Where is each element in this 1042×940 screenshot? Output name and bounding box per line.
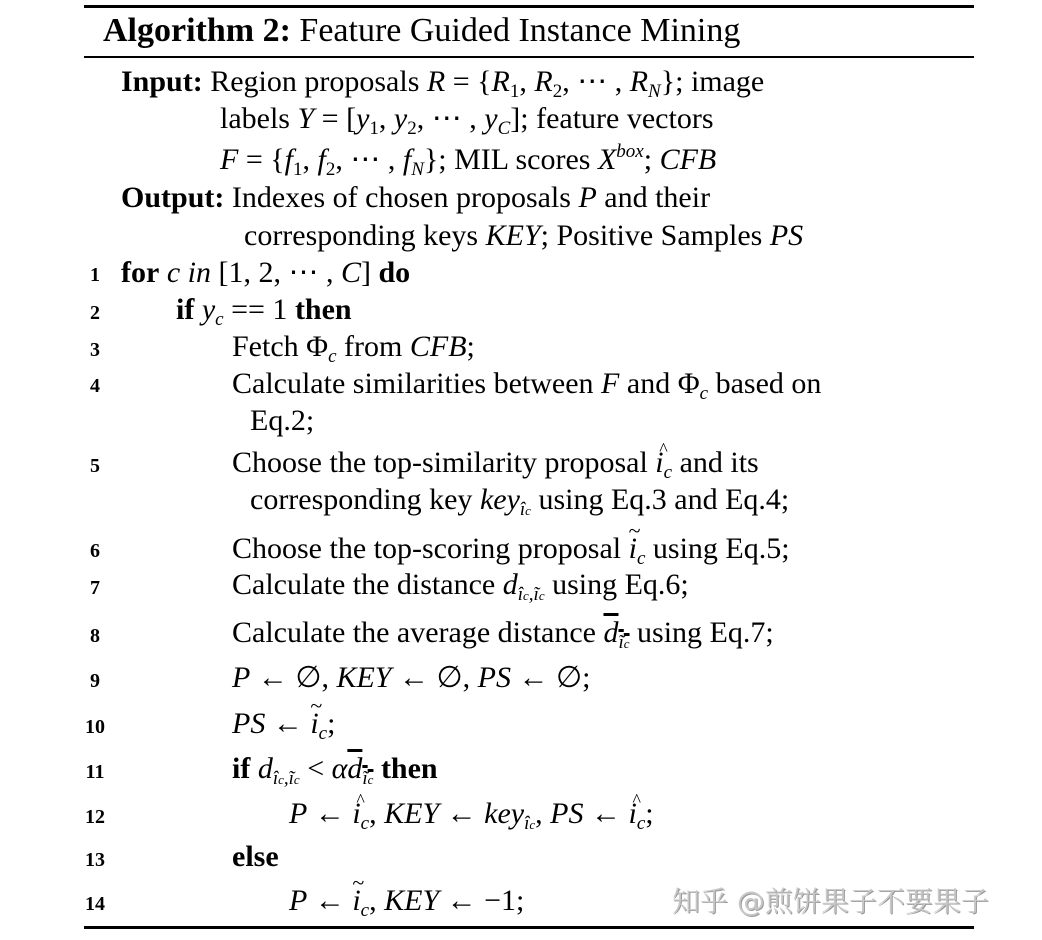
- line-number: 8: [90, 625, 100, 647]
- step-5: Choose the top-similarity proposal ^ $i_c$ and its: [232, 445, 759, 481]
- input-line-1: Input: Region proposals $R = \{R_1$, $R_2$, ⋯ , $R_N$}; image: [121, 65, 765, 102]
- step-13: [232, 839, 279, 875]
- output-keyword: Output:: [121, 181, 225, 214]
- step-14: P ← ~ $i_c$, KEY ← −1;: [289, 883, 524, 919]
- step-6: Choose the top-scoring proposal ~ $i_c$ using Eq.5;: [232, 531, 790, 567]
- step-text: using Eq.5;: [652, 532, 790, 565]
- line-number: 4: [90, 375, 100, 397]
- watermark: 知乎 @煎饼果子不要果子: [672, 885, 989, 918]
- output-text: corresponding keys: [244, 219, 479, 252]
- algorithm-name: Feature Guided Instance Mining: [299, 12, 741, 49]
- step-4: Calculate similarities between F and $\Phi_c$ based on: [232, 367, 822, 404]
- keyword-do: do: [378, 256, 411, 289]
- output-line-2: corresponding keys KEY; Positive Samples PS: [244, 219, 804, 252]
- output-text: and their: [604, 181, 711, 214]
- step-text: and its: [679, 446, 759, 479]
- input-text: ; image: [675, 65, 765, 98]
- step-text: Calculate the distance: [232, 568, 496, 601]
- line-number: 9: [90, 670, 100, 692]
- keyword-else: else: [232, 840, 279, 873]
- step-text: using Eq.7;: [637, 616, 774, 649]
- step-text: Calculate the average distance: [232, 616, 596, 649]
- step-text: Choose the top-scoring proposal: [232, 532, 622, 565]
- step-8: Calculate the average distance $d_{ĩc}$ using Eq.7;: [232, 616, 774, 653]
- step-text: from: [344, 330, 403, 363]
- input-keyword: Input:: [121, 65, 203, 98]
- algorithm-label: Algorithm 2:: [103, 12, 291, 49]
- line-number: 1: [90, 264, 100, 286]
- line-number: 6: [90, 540, 100, 562]
- input-text: labels: [220, 102, 290, 135]
- step-text: Choose the top-similarity proposal: [232, 446, 648, 479]
- step-12: P ← ^ $i_c$, KEY ← key$_{îc}$, PS ← ^ $i_c$;: [289, 796, 654, 832]
- step-text: using Eq.3 and Eq.4;: [538, 483, 790, 516]
- algorithm-title: [103, 8, 740, 54]
- keyword-then: then: [294, 293, 352, 326]
- step-1: for c in [1, 2, ⋯ , C] do: [121, 256, 411, 289]
- line-number: 7: [90, 577, 100, 599]
- step-text: Fetch: [232, 330, 299, 363]
- step-3: Fetch $\Phi_c$ from CFB;: [232, 330, 475, 367]
- step-9: P ← ∅, KEY ← ∅, PS ← ∅;: [232, 661, 591, 694]
- step-7: Calculate the distance $d_{îc,ĩc}$ using Eq.6;: [232, 568, 689, 605]
- step-5-cont: corresponding key key$_{îc}$ using Eq.3 and Eq.4;: [250, 483, 790, 520]
- keyword-if: if: [232, 752, 251, 785]
- header-rule: [84, 56, 974, 58]
- input-text: ; MIL scores: [438, 143, 591, 176]
- keyword-in: in: [187, 256, 211, 289]
- step-text: based on: [715, 367, 822, 400]
- line-number: 11: [85, 761, 105, 783]
- line-number: 3: [90, 339, 100, 361]
- step-text: Calculate similarities between: [232, 367, 594, 400]
- bottom-rule: [84, 926, 974, 929]
- keyword-for: for: [121, 256, 160, 289]
- step-text: using Eq.6;: [552, 568, 689, 601]
- step-text: Eq.2;: [250, 404, 315, 437]
- step-2: if $y_c == 1$ then: [176, 293, 352, 330]
- line-number: 12: [85, 806, 105, 828]
- step-text: corresponding key: [250, 483, 473, 516]
- output-line-1: Output: Indexes of chosen proposals P and their: [121, 181, 711, 214]
- line-number: 14: [85, 893, 105, 915]
- step-4-cont: [250, 403, 314, 439]
- input-line-2: labels $Y = [y_1$, $y_2$, ⋯ , $y_C$]; feature vectors: [220, 102, 714, 139]
- step-text: and: [626, 367, 671, 400]
- input-line-3: $F = \{f_1$, $f_2$, ⋯ , $f_N$}; MIL scores $X^{box}$; CFB: [220, 141, 717, 180]
- line-number: 10: [85, 716, 105, 738]
- keyword-if: if: [176, 293, 195, 326]
- output-text: ; Positive Samples: [540, 219, 763, 252]
- line-number: 13: [85, 849, 105, 871]
- step-10: PS ← ~ $i_c$;: [232, 706, 335, 742]
- line-number: 5: [90, 455, 100, 477]
- input-text: Region proposals: [210, 65, 420, 98]
- step-11: if $d_{îc,ĩc} < \alpha d_{ĩc}$ then: [232, 752, 438, 789]
- line-number: 2: [90, 302, 100, 324]
- output-text: Indexes of chosen proposals: [231, 181, 571, 214]
- keyword-then: then: [380, 752, 438, 785]
- input-text: ; feature vectors: [520, 102, 714, 135]
